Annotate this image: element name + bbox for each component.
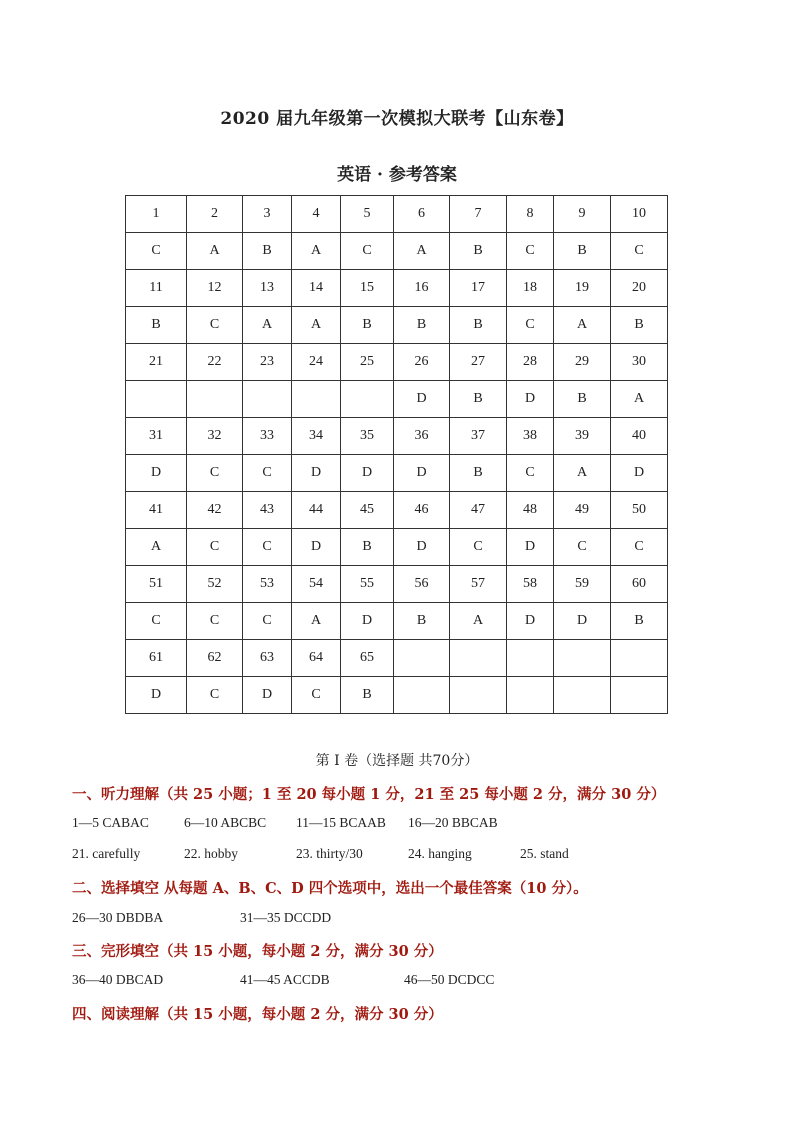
answer-row <box>126 529 668 566</box>
question-number-cell: 65 <box>341 640 394 677</box>
question-number-row <box>126 566 668 603</box>
answer-cell: D <box>394 529 450 566</box>
question-number-cell: 2 <box>187 196 243 233</box>
cloze-heading: 三、完形填空（共 15 小题，每小题 2 分，满分 30 分） <box>72 943 443 960</box>
question-number-cell: 22 <box>187 344 243 381</box>
answer-cell: B <box>554 381 611 418</box>
answer-cell: D <box>611 455 668 492</box>
answer-group: 25. stand <box>520 846 569 861</box>
answer-group: 24. hanging <box>408 846 472 861</box>
answer-cell <box>126 381 187 418</box>
answer-cell: B <box>554 233 611 270</box>
answer-cell: D <box>394 455 450 492</box>
answer-cell: D <box>292 529 341 566</box>
answer-cell: B <box>450 233 507 270</box>
answer-cell: D <box>243 677 292 714</box>
question-number-cell <box>394 640 450 677</box>
answer-cell: C <box>243 529 292 566</box>
question-number-cell: 52 <box>187 566 243 603</box>
question-number-cell: 27 <box>450 344 507 381</box>
question-number-cell: 57 <box>450 566 507 603</box>
answer-group: 21. carefully <box>72 846 141 861</box>
document-subtitle: 英语 · 参考答案 <box>337 165 457 185</box>
answer-cell: B <box>394 307 450 344</box>
question-number-cell: 44 <box>292 492 341 529</box>
question-number-cell: 51 <box>126 566 187 603</box>
answer-cell: B <box>341 529 394 566</box>
question-number-cell: 55 <box>341 566 394 603</box>
question-number-cell: 46 <box>394 492 450 529</box>
question-number-cell: 21 <box>126 344 187 381</box>
answer-group: 23. thirty/30 <box>296 846 363 861</box>
answer-group: 31—35 DCCDD <box>240 910 332 925</box>
answer-cell <box>611 677 668 714</box>
question-number-cell: 20 <box>611 270 668 307</box>
answer-table <box>125 195 668 714</box>
question-number-cell: 18 <box>507 270 554 307</box>
question-number-cell: 8 <box>507 196 554 233</box>
question-number-cell: 3 <box>243 196 292 233</box>
question-number-cell: 31 <box>126 418 187 455</box>
choice-heading: 二、选择填空 从每题 A、B、C、D 四个选项中，选出一个最佳答案（10 分）。 <box>72 880 588 897</box>
answer-cell: B <box>394 603 450 640</box>
reading-heading: 四、阅读理解（共 15 小题，每小题 2 分，满分 30 分） <box>72 1006 443 1023</box>
answer-cell: D <box>554 603 611 640</box>
answer-cell: C <box>187 677 243 714</box>
answer-cell: D <box>126 677 187 714</box>
listening-heading: 一、听力理解（共 25 小题；1 至 20 每小题 1 分，21 至 25 每小题 2 分，满分 30 分） <box>72 786 666 803</box>
answer-cell: C <box>187 307 243 344</box>
answer-cell <box>554 677 611 714</box>
question-number-row <box>126 270 668 307</box>
answer-cell: D <box>507 603 554 640</box>
answer-cell: D <box>126 455 187 492</box>
question-number-cell: 56 <box>394 566 450 603</box>
question-number-row <box>126 344 668 381</box>
answer-cell: D <box>394 381 450 418</box>
answer-cell: C <box>507 233 554 270</box>
answer-cell: A <box>243 307 292 344</box>
answer-cell: B <box>450 455 507 492</box>
answer-cell: B <box>126 307 187 344</box>
answer-cell <box>243 381 292 418</box>
answer-cell: B <box>450 307 507 344</box>
question-number-cell: 29 <box>554 344 611 381</box>
question-number-cell: 43 <box>243 492 292 529</box>
answer-cell: C <box>341 233 394 270</box>
question-number-cell: 14 <box>292 270 341 307</box>
answer-cell: D <box>507 381 554 418</box>
question-number-cell: 47 <box>450 492 507 529</box>
answer-cell: C <box>292 677 341 714</box>
question-number-cell: 40 <box>611 418 668 455</box>
answer-group: 41—45 ACCDB <box>240 972 330 987</box>
answer-row <box>126 233 668 270</box>
answer-cell <box>292 381 341 418</box>
answer-group: 16—20 BBCAB <box>408 815 498 830</box>
question-number-row <box>126 418 668 455</box>
question-number-cell <box>507 640 554 677</box>
question-number-cell: 49 <box>554 492 611 529</box>
question-number-cell: 48 <box>507 492 554 529</box>
question-number-row <box>126 492 668 529</box>
question-number-cell: 61 <box>126 640 187 677</box>
question-number-cell: 37 <box>450 418 507 455</box>
question-number-cell: 41 <box>126 492 187 529</box>
answer-cell: A <box>126 529 187 566</box>
question-number-cell: 64 <box>292 640 341 677</box>
answer-cell: D <box>341 455 394 492</box>
answer-group: 1—5 CABAC <box>72 815 149 830</box>
question-number-row <box>126 196 668 233</box>
answer-cell: B <box>341 677 394 714</box>
question-number-cell: 13 <box>243 270 292 307</box>
question-number-cell: 45 <box>341 492 394 529</box>
answer-row <box>126 677 668 714</box>
answer-cell: B <box>243 233 292 270</box>
answer-group: 26—30 DBDBA <box>72 910 164 925</box>
question-number-cell: 10 <box>611 196 668 233</box>
answer-cell: C <box>126 233 187 270</box>
answer-cell: B <box>450 381 507 418</box>
answer-cell: A <box>292 307 341 344</box>
question-number-cell: 58 <box>507 566 554 603</box>
question-number-cell: 42 <box>187 492 243 529</box>
answer-cell: C <box>507 307 554 344</box>
question-number-cell: 50 <box>611 492 668 529</box>
answer-cell: C <box>507 455 554 492</box>
answer-cell: C <box>611 529 668 566</box>
answer-cell <box>187 381 243 418</box>
question-number-cell: 5 <box>341 196 394 233</box>
question-number-cell: 60 <box>611 566 668 603</box>
answer-cell: A <box>554 307 611 344</box>
question-number-cell <box>450 640 507 677</box>
question-number-cell: 63 <box>243 640 292 677</box>
question-number-cell: 59 <box>554 566 611 603</box>
question-number-cell: 4 <box>292 196 341 233</box>
question-number-cell: 36 <box>394 418 450 455</box>
question-number-cell: 15 <box>341 270 394 307</box>
question-number-cell: 9 <box>554 196 611 233</box>
answer-cell: B <box>611 603 668 640</box>
answer-cell: A <box>187 233 243 270</box>
answer-cell: A <box>292 603 341 640</box>
question-number-cell: 11 <box>126 270 187 307</box>
question-number-cell: 32 <box>187 418 243 455</box>
question-number-cell: 19 <box>554 270 611 307</box>
question-number-cell: 12 <box>187 270 243 307</box>
answer-cell: D <box>341 603 394 640</box>
answer-group: 6—10 ABCBC <box>184 815 267 830</box>
answer-row <box>126 603 668 640</box>
answer-cell: C <box>187 603 243 640</box>
answer-cell: B <box>611 307 668 344</box>
document-title: 2020 届九年级第一次模拟大联考【山东卷】 <box>220 109 574 129</box>
question-number-cell: 53 <box>243 566 292 603</box>
answer-row <box>126 455 668 492</box>
answer-cell: C <box>243 455 292 492</box>
question-number-cell: 25 <box>341 344 394 381</box>
answer-cell: C <box>187 529 243 566</box>
question-number-cell: 26 <box>394 344 450 381</box>
question-number-cell: 62 <box>187 640 243 677</box>
answer-group: 11—15 BCAAB <box>296 815 386 830</box>
question-number-cell: 39 <box>554 418 611 455</box>
answer-cell: B <box>341 307 394 344</box>
answer-cell: C <box>450 529 507 566</box>
question-number-cell: 28 <box>507 344 554 381</box>
question-number-cell: 54 <box>292 566 341 603</box>
question-number-cell: 7 <box>450 196 507 233</box>
answer-cell <box>450 677 507 714</box>
answer-cell <box>507 677 554 714</box>
question-number-cell: 33 <box>243 418 292 455</box>
answer-group: 22. hobby <box>184 846 238 861</box>
answer-cell: A <box>611 381 668 418</box>
answer-cell: D <box>507 529 554 566</box>
question-number-cell: 23 <box>243 344 292 381</box>
question-number-cell: 34 <box>292 418 341 455</box>
answer-cell: D <box>292 455 341 492</box>
answer-cell: C <box>554 529 611 566</box>
question-number-row <box>126 640 668 677</box>
question-number-cell: 17 <box>450 270 507 307</box>
question-number-cell: 30 <box>611 344 668 381</box>
question-number-cell <box>611 640 668 677</box>
answer-cell: A <box>450 603 507 640</box>
question-number-cell: 38 <box>507 418 554 455</box>
answer-row <box>126 307 668 344</box>
question-number-cell: 35 <box>341 418 394 455</box>
answer-cell: C <box>126 603 187 640</box>
answer-cell: A <box>394 233 450 270</box>
question-number-cell: 16 <box>394 270 450 307</box>
question-number-cell <box>554 640 611 677</box>
answer-group: 46—50 DCDCC <box>404 972 495 987</box>
answer-cell: C <box>243 603 292 640</box>
question-number-cell: 6 <box>394 196 450 233</box>
answer-cell: A <box>292 233 341 270</box>
answer-cell: C <box>611 233 668 270</box>
answer-cell <box>341 381 394 418</box>
answer-cell <box>394 677 450 714</box>
answer-group: 36—40 DBCAD <box>72 972 164 987</box>
question-number-cell: 24 <box>292 344 341 381</box>
answer-cell: A <box>554 455 611 492</box>
answer-cell: C <box>187 455 243 492</box>
section-label: 第 I 卷（选择题 共70分） <box>315 753 479 769</box>
question-number-cell: 1 <box>126 196 187 233</box>
answer-row <box>126 381 668 418</box>
